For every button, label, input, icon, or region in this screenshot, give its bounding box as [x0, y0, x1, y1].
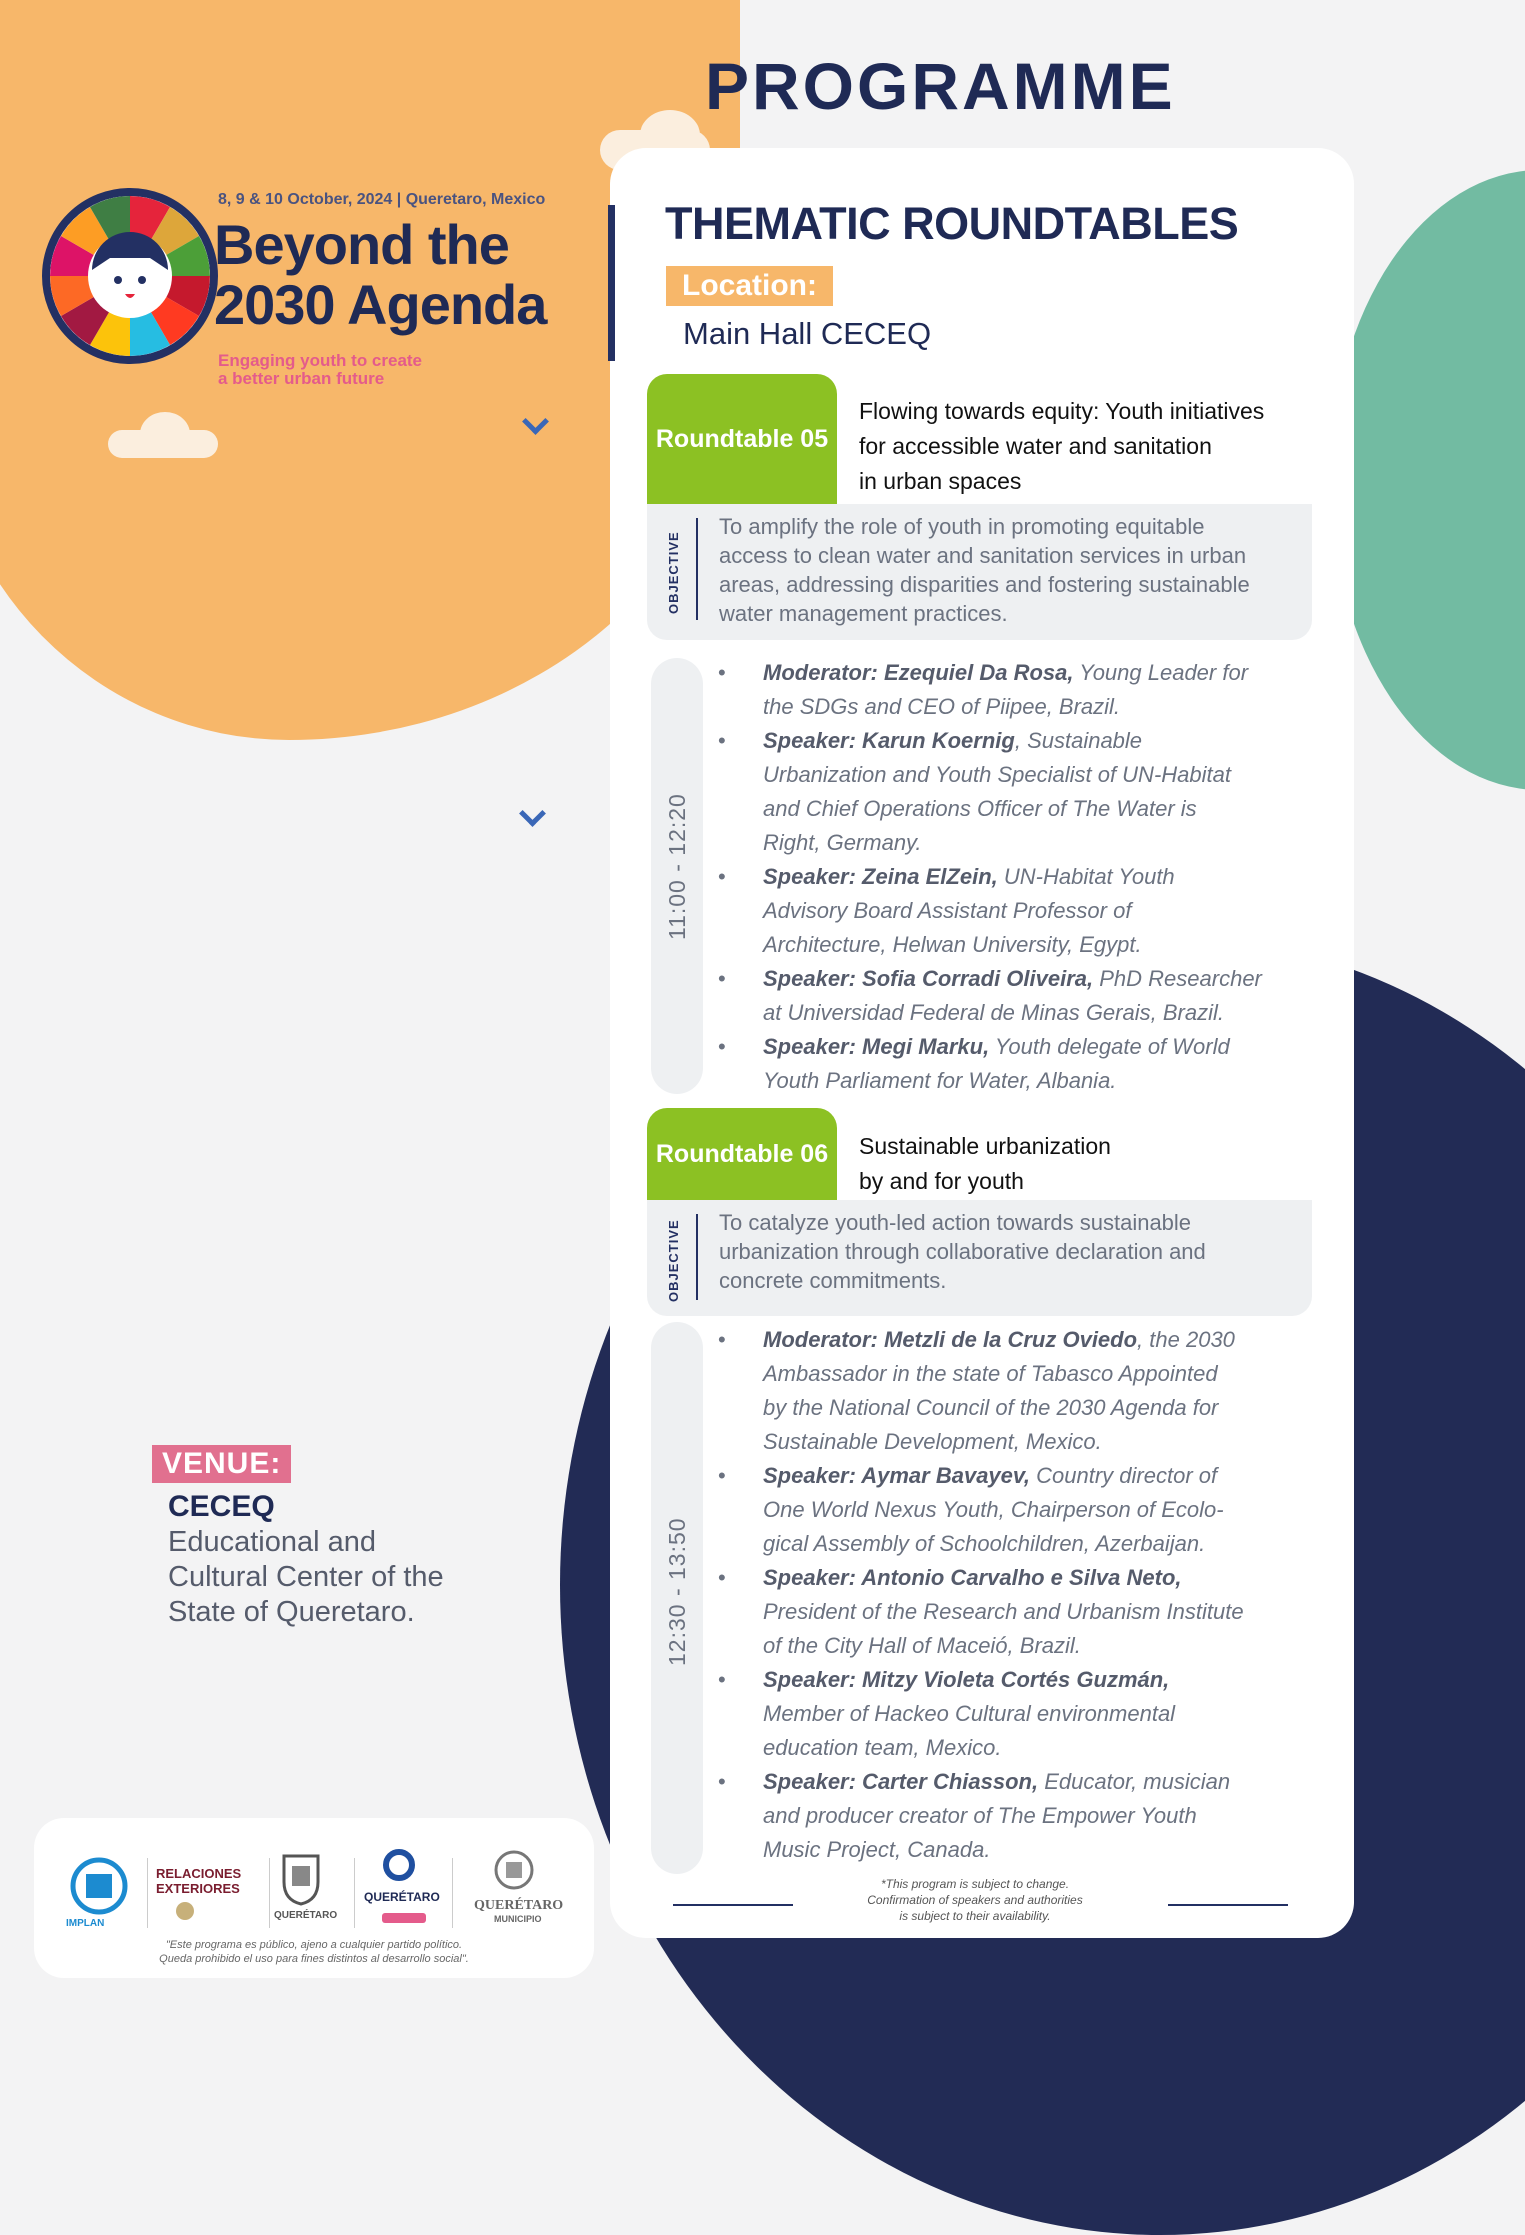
objective-line: To amplify the role of youth in promoting equitable [719, 514, 1205, 539]
tagline-line: Engaging youth to create [218, 351, 423, 370]
implan-logo-icon [66, 1856, 132, 1922]
time-slot-label: 12:30 - 13:50 [664, 1517, 690, 1666]
queretaro-state-seal-icon [276, 1852, 326, 1906]
disclaimer-line: "Este programa es público, ajeno a cualquier partido político. [165, 1939, 463, 1951]
roundtable-badge: Roundtable 06 [647, 1108, 837, 1200]
mexico-seal-icon [174, 1900, 196, 1922]
legal-disclaimer [62, 1938, 566, 1966]
section-title: THEMATIC ROUNDTABLES [665, 198, 1239, 249]
event-title-line1: Beyond the [214, 213, 509, 276]
list-item: • Moderator: Metzli de la Cruz Oviedo, the 2030 Ambassador in the state of Tabasco Appointed by the National Council of the 2030 Agenda for Sustainable Development, Mexico. [718, 1323, 1318, 1459]
roundtable-title [859, 394, 1264, 499]
objective-line: access to clean water and sanitation services in urban [719, 543, 1247, 568]
event-tagline [218, 352, 422, 388]
objective-label: OBJECTIVE [666, 1219, 681, 1302]
logo1-text: IMPLAN [66, 1918, 105, 1929]
objective-line: water management practices. [719, 601, 1008, 626]
objective-line: areas, addressing disparities and fostering sustainable [719, 572, 1250, 597]
list-item: • Speaker: Karun Koernig, Sustainable Urbanization and Youth Specialist of UN-Habitat and Chief Operations Officer of The Water is Right, Germany. [718, 724, 1318, 860]
venue-name: CECEQ [168, 1490, 275, 1523]
list-item: • Speaker: Megi Marku, Youth delegate of World Youth Parliament for Water, Albania. [718, 1030, 1318, 1098]
participant-list [718, 1323, 1318, 1867]
logo5-sub: MUNICIPIO [494, 1914, 542, 1924]
list-item: • Speaker: Zeina ElZein, UN-Habitat Youth Advisory Board Assistant Professor of Architecture, Helwan University, Egypt. [718, 860, 1318, 962]
queretaro-municipio-seal-icon [492, 1848, 536, 1892]
list-item: • Speaker: Antonio Carvalho e Silva Neto, President of the Research and Urbanism Institute of the City Hall of Maceió, Brazil. [718, 1561, 1318, 1663]
venue-label: VENUE: [152, 1445, 291, 1483]
list-item: • Speaker: Carter Chiasson, Educator, musician and producer creator of The Empower Youth Music Project, Canada. [718, 1765, 1318, 1867]
list-item: • Speaker: Mitzy Violeta Cortés Guzmán, Member of Hackeo Cultural environmental education team, Mexico. [718, 1663, 1318, 1765]
title-line: Flowing towards equity: Youth initiatives [859, 398, 1265, 424]
logo4-text: QUERÉTARO [364, 1890, 440, 1904]
chevron-down-icon [519, 800, 546, 827]
disclaimer-line: Queda prohibido el uso para fines distintos al desarrollo social". [159, 1953, 469, 1965]
objective-divider [696, 518, 698, 620]
objective-text [719, 1208, 1299, 1295]
objective-line: To catalyze youth-led action towards sustainable [719, 1210, 1192, 1235]
title-line: by and for youth [859, 1168, 1024, 1194]
program-change-note [825, 1876, 1125, 1924]
objective-line: concrete commitments. [719, 1268, 947, 1293]
event-dates: 8, 9 & 10 October, 2024 | Queretaro, Mexico [218, 191, 546, 208]
logo3-text: QUERÉTARO [274, 1910, 338, 1921]
list-item: • Speaker: Sofia Corradi Oliveira, PhD Researcher at Universidad Federal de Minas Gerais, Brazil. [718, 962, 1318, 1030]
event-logo-icon [42, 188, 218, 364]
note-line: Confirmation of speakers and authorities [867, 1893, 1083, 1907]
note-line: *This program is subject to change. [880, 1877, 1070, 1891]
note-line: is subject to their availability. [899, 1909, 1051, 1923]
roundtable-title [859, 1129, 1111, 1199]
event-title-line2: 2030 Agenda [214, 273, 547, 336]
queretaro-q-logo-icon [382, 1848, 416, 1882]
objective-text [719, 512, 1299, 628]
objective-divider [696, 1214, 698, 1300]
note-divider [673, 1904, 793, 1906]
participant-list [718, 656, 1318, 1098]
logo5-text: QUERÉTARO [474, 1898, 564, 1913]
tagline-line: a better urban future [218, 369, 385, 388]
location-value: Main Hall CECEQ [683, 316, 932, 351]
green-blob [1330, 170, 1525, 790]
title-line: Sustainable urbanization [859, 1133, 1111, 1159]
title-line: in urban spaces [859, 468, 1022, 494]
logo2-text-line2: EXTERIORES [156, 1881, 240, 1896]
note-divider [1168, 1904, 1288, 1906]
roundtable-badge: Roundtable 05 [647, 374, 837, 504]
location-label: Location: [666, 266, 833, 306]
list-item: • Speaker: Aymar Bavayev, Country director of One World Nexus Youth, Chairperson of Ecolo- gical Assembly of Schoolchildren, Azerbaijan. [718, 1459, 1318, 1561]
cloud-icon [140, 412, 190, 456]
page-title: PROGRAMME [705, 49, 1176, 123]
objective-line: urbanization through collaborative declaration and [719, 1239, 1206, 1264]
time-slot-label: 11:00 - 12:20 [664, 793, 690, 940]
section-accent-bar [608, 205, 615, 361]
list-item: • Moderator: Ezequiel Da Rosa, Young Leader for the SDGs and CEO of Piipee, Brazil. [718, 656, 1318, 724]
venue-description: Educational and Cultural Center of the State of Queretaro. [168, 1526, 444, 1628]
title-line: for accessible water and sanitation [859, 433, 1212, 459]
logo2-text-line1: RELACIONES [156, 1866, 242, 1881]
objective-label: OBJECTIVE [666, 531, 681, 614]
